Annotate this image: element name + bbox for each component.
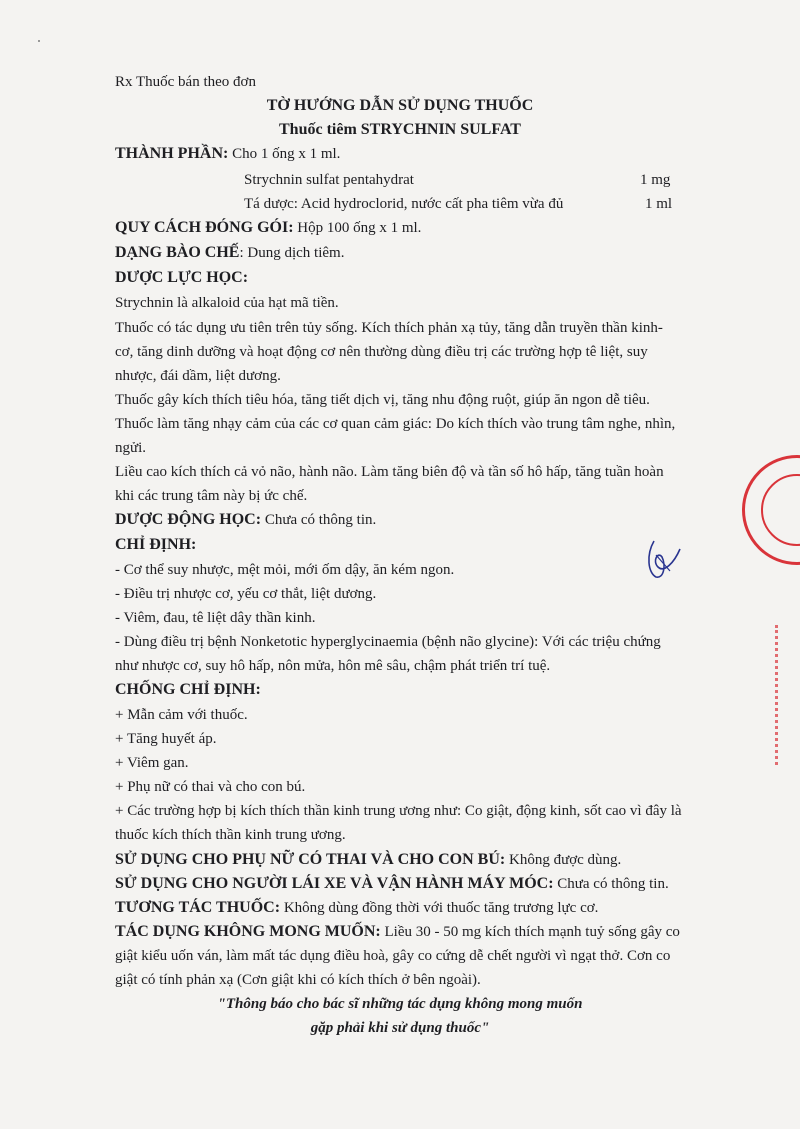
pd-line: ngửi. — [115, 440, 147, 456]
packing-text: Hộp 100 ống x 1 ml. — [293, 220, 422, 236]
company-stamp-icon — [742, 455, 800, 565]
adverse-continued: giật kiểu uốn ván, làm mất tác dụng điều hoà, gây co cứng dễ chết người vì ngạt thở. Cơn co — [115, 948, 671, 964]
interactions-line — [115, 898, 598, 918]
driving-line — [115, 874, 669, 894]
pharmacodynamics-heading: DƯỢC LỰC HỌC: — [115, 269, 249, 286]
contraindication-item: + Các trường hợp bị kích thích thần kinh trung ương như: Co giật, động kinh, sốt cao vì đây là — [115, 803, 682, 819]
dosage-form-line — [115, 243, 344, 263]
interactions-heading: TƯƠNG TÁC THUỐC: — [115, 899, 281, 916]
adverse-continued: giật có tính phản xạ (Cơn giật khi có kích thích ở bên ngoài). — [115, 972, 481, 988]
pd-line: cơ, tăng dinh dưỡng và hoạt động cơ nên thường dùng điều trị các trường hợp tê liệt, suy — [115, 344, 648, 360]
pd-line: Liều cao kích thích cả vỏ não, hành não. Làm tăng biên độ và tần số hô hấp, tăng tuần hoàn — [115, 464, 664, 480]
composition-text: Cho 1 ống x 1 ml. — [228, 146, 341, 162]
packing-line — [115, 218, 421, 238]
pd-line: nhược, đái dầm, liệt dương. — [115, 368, 281, 384]
pd-line: Thuốc có tác dụng ưu tiên trên tủy sống. Kích thích phản xạ tủy, tăng dẫn truyền thần kinh- — [115, 320, 663, 336]
contraindication-item: + Viêm gan. — [115, 755, 189, 771]
composition-line — [115, 144, 340, 164]
driving-text: Chưa có thông tin. — [553, 876, 669, 892]
adverse-line — [115, 922, 680, 942]
active-ingredient: Strychnin sulfat pentahydrat — [244, 172, 414, 188]
active-amount: 1 mg — [640, 172, 671, 188]
dosage-form-text: : Dung dịch tiêm. — [239, 245, 345, 261]
indication-item: - Viêm, đau, tê liệt dây thần kinh. — [115, 610, 316, 626]
excipient: Tá dược: Acid hydroclorid, nước cất pha tiêm vừa đủ — [244, 196, 564, 212]
contraindication-item: + Mẫn cảm với thuốc. — [115, 707, 248, 723]
indication-item: như nhược cơ, suy hô hấp, nôn mửa, hôn mê sâu, chậm phát triển trí tuệ. — [115, 658, 551, 674]
document-subtitle: Thuốc tiêm STRYCHNIN SULFAT — [279, 121, 521, 138]
dosage-form-heading: DẠNG BÀO CHẾ — [115, 244, 240, 261]
pharmacokinetics-heading: DƯỢC ĐỘNG HỌC: — [115, 511, 262, 528]
indication-item: - Cơ thể suy nhược, mệt mỏi, mới ốm dậy, ăn kém ngon. — [115, 562, 455, 578]
pd-line: Thuốc làm tăng nhạy cảm của các cơ quan cảm giác: Do kích thích vào trung tâm nghe, nhìn, — [115, 416, 676, 432]
stamp-inner-ring — [761, 474, 800, 546]
pregnancy-heading: SỬ DỤNG CHO PHỤ NỮ CÓ THAI VÀ CHO CON BÚ: — [115, 851, 506, 868]
indication-item: - Dùng điều trị bệnh Nonketotic hyperglycinaemia (bệnh não glycine): Với các triệu chứng — [115, 634, 661, 650]
pd-line: khi các trung tâm này bị ức chế. — [115, 488, 308, 504]
adverse-heading: TÁC DỤNG KHÔNG MONG MUỐN: — [115, 923, 381, 940]
pharmacokinetics-text: Chưa có thông tin. — [261, 512, 377, 528]
stamp-edge-icon — [775, 625, 800, 765]
excipient-amount: 1 ml — [645, 196, 673, 212]
pharmacokinetics-line — [115, 510, 376, 530]
driving-heading: SỬ DỤNG CHO NGƯỜI LÁI XE VÀ VẬN HÀNH MÁY MÓC: — [115, 875, 554, 892]
document-title: TỜ HƯỚNG DẪN SỬ DỤNG THUỐC — [266, 97, 534, 114]
speck — [38, 40, 40, 42]
notice-line-2: gặp phải khi sử dụng thuốc" — [310, 1020, 490, 1036]
pd-line: Thuốc gây kích thích tiêu hóa, tăng tiết dịch vị, tăng nhu động ruột, giúp ăn ngon dễ tiêu. — [115, 392, 650, 408]
pregnancy-line — [115, 850, 621, 870]
notice-line-1: "Thông báo cho bác sĩ những tác dụng không mong muốn — [217, 996, 583, 1012]
indications-heading: CHỈ ĐỊNH: — [115, 536, 197, 553]
indication-item: - Điều trị nhược cơ, yếu cơ thắt, liệt dương. — [115, 586, 377, 602]
signature-icon — [636, 535, 686, 585]
adverse-text: Liều 30 - 50 mg kích thích mạnh tuỷ sống gây co — [380, 924, 680, 940]
pregnancy-text: Không được dùng. — [505, 852, 622, 868]
contraindications-heading: CHỐNG CHỈ ĐỊNH: — [115, 681, 261, 698]
packing-heading: QUY CÁCH ĐÓNG GÓI: — [115, 219, 294, 236]
contraindication-item: + Tăng huyết áp. — [115, 731, 217, 747]
pd-line: Strychnin là alkaloid của hạt mã tiền. — [115, 295, 339, 311]
contraindication-item: + Phụ nữ có thai và cho con bú. — [115, 779, 306, 795]
rx-line: Rx Thuốc bán theo đơn — [115, 74, 256, 90]
interactions-text: Không dùng đồng thời với thuốc tăng trương lực cơ. — [280, 900, 599, 916]
composition-heading: THÀNH PHẦN: — [115, 145, 229, 162]
contraindication-item: thuốc kích thích thần kinh trung ương. — [115, 827, 346, 843]
